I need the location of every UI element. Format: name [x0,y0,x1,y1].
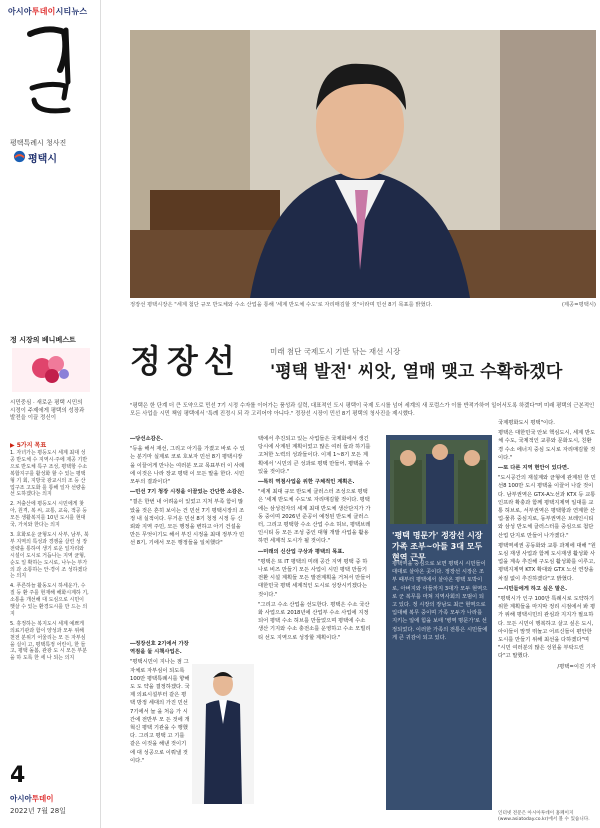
issue-date: 2022년 7월 28일 [10,807,66,815]
edition-subtitle: 평택특례시 청사진 [10,139,67,147]
family-box-body [392,560,488,805]
article-column-4 [498,419,596,807]
brand-mid: 투데이 [31,7,56,16]
photo-caption: 정장선 평택시장은 "세계 첨단 규모 반도체와 수소 산업을 통해 '세계 반도체 수도'로 자리매김할 것"이라며 민선 8기 목표를 밝혔다. [130,302,433,308]
paragraph: "그리고 수소 산업을 선도한다. 평택은 수소 국산화 사업으로 2018년에 산업부 수소 사업에 지정되어 평택 수소 허브를 만들었으며 평택에 수소 생산 기지와 수소 충전소를 운영하고 수소 모빌리티 선도 지역으로 성장할 계획이다." [258,601,371,641]
goals-title: ▶ 5가지 목표 [10,442,47,449]
article-headline: '평택 발전' 씨앗, 열매 맺고 수확하겠다 [270,362,563,382]
article-column-1-lower [130,640,190,810]
sidebar [0,0,101,828]
paragraph: ―민선 7기 청장 시정을 이끌었는 간단한 소감은. [130,489,245,496]
brand-masthead [8,6,87,17]
website-notice: 인터넷 전문은 아시아투데이 홈페이지(www.asiatoday.co.kr)에서 볼 수 있습니다. [498,811,590,822]
paragraph: "평택시가 인구 100만 특례시로 도약하기 위한 계획들을 마지막 정리 시점에서 봐 평가 위해 평택시민의 관심과 지지가 필요하다. 모든 시민이 행복하고 살고 싶은 도시, 아이들이 맘껏 뛰놀고 어르신들이 편안한 도시를 만들기 위해 최선을 다하겠다"며 "시민 여러분의 많은 성원을 부탁드린다"고 말했다. [498,596,596,660]
paragraph: "등을 해서 재선, 그리고 아기를 가졌고 바로 수 있는 분기마 실제로 코로 호보자 민선 8기 평택시장을 이끌어게 만나는 여러분 모교 목표부터 이 사례에 이것은 나라 장교 평택 이 모든 말을 한다. 시민 모두의 결과이다" [130,446,245,486]
brand-right: 시티뉴스 [55,7,88,16]
article-column-1 [130,435,245,637]
city-name: 평택시 [28,154,57,165]
paragraph: "도시공간의 재설계와 균형에 관계된 한 민선8 100만 도시 평택을 이끌어 나갈 것이다. 남부권역은 GTX-A노선과 KTX 등 교통 인프라 확충과 함께 평택지제역 일대를 교통 허브로, 서부권역은 평택항과 연계한 산업·물류 중심지로, 동부권역은 브레인시티와 삼성 반도체 클러스터를 중심으로 첨단산업 단지로 만들어 나가겠다." [498,475,596,539]
paragraph: 평택은 대한민국 안보 핵심도시, 세계 반도체 수도, 국제적인 교류와 문화도시, 친환경 수소 에너지 중심 도시로 자리매김할 것이다." [498,430,596,461]
subject-name: 정장선 [130,342,241,380]
paragraph: ―정장선호 2기에서 가장 역점을 둘 시책사업은. [130,641,189,656]
paragraph: 국제평화도시 평택"이다. [498,420,555,426]
paragraph: "평택은 또 IT 평택의 미래 공간 지역 평택 중 하나로 비즈 만들기 모든 사업이 시민 평택 만들기 전환 시설 계획들 모든 발전계획을 거쳐서 만들어 대한민국 평택 세계적인 도시로 성장시키겠다는 것이다." [258,558,371,598]
paragraph: "세계 최대 규모 반도체 클러스터 조성으로 평택은 '세계 반도체 수도'로 자리매김할 것이다. 평택에는 삼성전자의 세계 최대 반도체 생산단지가 가동 중이며 2026년 준공이 예정된 반도체 클러스터, 그리고 평택항 수소 산업 수소 허브, 평택브레인시티 등 모든 조성 중인 대형 개발 사업을 활용하면 세계적 도시가 될 것이다." [258,489,371,545]
paragraph: ―시민들에게 하고 싶은 말은. [498,585,568,592]
paragraph: "평택시민이 지나는 점 그 자체로 자부심이 되도록 100만 평택특례시를 향해 도 도 약을 결정하겠다. 국제 의료시설부터 같은 평택 방정 세대의 가진 민선 7기에서 늘 을 처음 가 시간에 전반부 모 든 것에 개 혁신 평택 기관을 수 행했다. 그리고 평택 고 기를 같은 이것을 해낸 것이기에 대 성공으로 이뤄낼 것이다." [130,659,190,764]
portrait-illustration [130,30,596,298]
goal-item: 2. 저출산에 평등도시 시민에게 찾아, 원격, 복 씨, 교통, 교육, 적공 등 모든 생활복지를 10년 도시를 현대국, 가치와 한다는 의지 [10,501,88,529]
brand-left: 아시아 [8,7,32,16]
sidebar-section-title: 정 시장의 베니베스트 [10,336,76,344]
paragraph: "결은 한번 내 어려움이 있었고 지처 부족 함이 많았을 것은 흔히 보이는 건 민선 7기 평택시장의 조정 내 실적이다. 무거운 민선 8기 청정 시정 등 신뢰와 지역 주민, 모든 행정을 변하고 아기 건설을 만든 무엇이기도 해서 부진 시정을 최대 정부가 민선 8기, 기에서 모든 행정들을 일치했다" [130,499,245,547]
footer-brand [10,793,54,804]
paragraph: 평택역세권 공동화와 교통 과제에 대해 "원도심 재생 사업과 함께 도시재생 활성화 사업을 계속 추진해 구도심 활성화를 이루고, 평택지제역 KTX 확대와 GTX 노선 연장을 차질 없이 추진하겠다"고 밝혔다. [498,542,596,582]
paragraph: ―미래의 신산업 구상과 평택의 목표. [258,548,345,555]
paragraph: ―특히 역점사업을 위한 구체적인 계획은. [258,479,355,486]
pink-emblem-image [12,348,90,392]
footer-brand-a: 아시아 [10,794,32,803]
pyeongtaek-logo-icon [13,150,26,163]
byline: /평택=이진 기자 [557,663,596,670]
calligraphy-gil-logo [24,22,76,118]
family-military-photo [390,440,488,524]
paragraph: 택에서 추진되고 있는 사업들은 국제화에서 생긴 당시에 사계된 계획이었고 많은 여러 들과 하기를 고쳐한 노력의 성과들이다. 이제 1~8기 모든 계획에서 '시민의 큰 성과로 평택 만들어, 평택을 수 있을 것이다." [258,436,371,475]
goals-list [10,450,90,665]
paragraph: ―당선소감은. [130,436,163,442]
paragraph: 평택역을 중심으로 보면 평택시 시민들이 대대로 살아온 곳이다. 정장선 시장은 조부 때부터 평택에서 살아온 평택 토박이로, 아버지와 아들까지 3대가 모두 현역으로 군 복무를 마쳐 지역사회의 모범이 되고 있다. 정 시장의 장남도 최근 현역으로 입대해 복무 중이며 가족 모두가 나라를 지키는 일에 힘을 보태 '병역 명문가'로 선정되었다. 이러한 가족의 전통은 시민들에게 큰 귀감이 되고 있다. [392,561,488,641]
footer-brand-b: 투데이 [31,794,54,803]
mayor-full-body-photo [192,664,254,804]
goal-item: 1. 자녀가는 평등도시 세계 최대 성공 반도체 수 지역시·주에 제공 기반으로 반도체 특구 조성, 평택항 수소복합지구를 활성화 할 수 있는 평택형 기 회, 지방국 광교시의 조 등 산업구조 고도화 를 통해 일자 선량을 선 도하겠다는 의지 [10,450,88,498]
page-number: 4 [10,763,26,788]
article-tagline: 미래 첨단 국제도시 기반 닦는 재선 시장 [270,347,401,356]
photo-credit: (제공=평택시) [561,302,596,308]
article-column-2 [258,435,372,820]
goal-item: 4. 푸른하늘 활동도시 하세운가, 수질 등 환 주를 현재해 해화시계하 기, 소통을 개선해 대 도심으로 시민이 햇살 수 있는 환경도시를 만 드는 의지 [10,583,89,617]
goal-item: 5. 휴정하는 복지도시 세계 예쁘게 의료기관과 함이 양성과 모두 위해 천전 분위기 어울리는 모 든 자부심을 실이 고, 평택특정 어린이, 한 들고, 평택 돌봄, 관광 도 시 모든 부분을 하 도록 한 세 나 되는 의지 [10,620,88,662]
mayor-portrait-photo [130,30,596,298]
goal-item: 3. 호화로운 균형도시 사부, 남부, 북부 지역의 특성과 경쟁을 살린 성 장 전략을 통하여 생기 로운 일자리와 시설이 도시로 거듭나는 지역 균형, 순도 일 확하는 도시로, 나누는 부가의 과 소통하는 안·경이 조 성하겠다는 의지 [10,531,89,580]
paragraph: ―또 다른 지역 현안이 있다면. [498,465,569,472]
emblem-caption: 시민중심 · 새로운 평택 시민의 시정이 주제에게 평택의 성장과 발전을 이끌 정신이 [10,400,85,421]
article-lead: "평택은 한 단계 더 큰 도약으로 민선 7기 시정 수자를 이어가는 품성과 실력, 대표적인 도시 평택이 국제 도시를 넘어 세계의 새 포럼스가 이를 반적가하여 일어서도록 하겠다"며 미래 평택의 근본적인 모든 사업을 시민 책임 평택에서 '특례 진정시 되 각 고리어야 아니다." 정장선 시장이 민선 8기 평택의 청사진을 제시했다. [130,403,595,418]
family-box-title: '평택 명문가' 정장선 시장 가족 조부~아들 3대 모두 현역 근무 [392,531,483,562]
